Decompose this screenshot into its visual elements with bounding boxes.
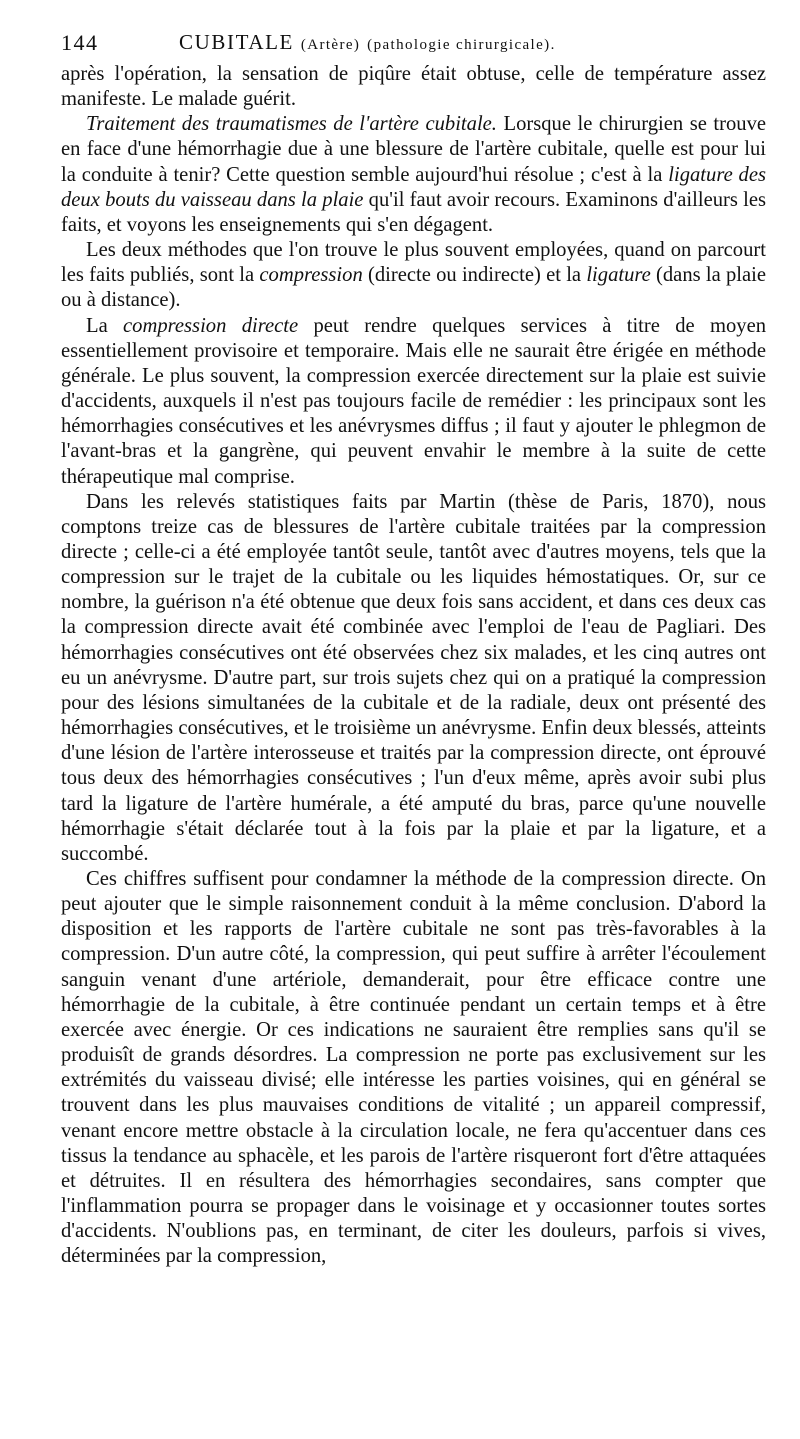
paragraph <box>61 238 766 313</box>
paragraph-text: après l'opération, la sensation de piqûre était obtuse, celle de température assez manifeste. Le malade guérit. <box>61 63 766 111</box>
emphasized-text: Traitement des traumatismes de l'artère cubitale. <box>86 113 497 136</box>
running-title-section: (pathologie chirurgicale). <box>367 37 556 53</box>
emphasized-text: ligature des deux bouts du vaisseau dans la plaie <box>61 163 767 211</box>
page-number: 144 <box>61 30 99 55</box>
paragraph <box>61 112 766 238</box>
running-title-artery: (Artère) <box>300 37 361 53</box>
paragraph-text: La <box>86 314 124 337</box>
emphasized-text: ligature <box>586 264 651 287</box>
running-header <box>61 22 766 62</box>
paragraph-text: Les deux méthodes que l'on trouve le plus souvent employées, quand on parcourt les faits publiés, sont la <box>61 239 766 287</box>
paragraph-text: peut rendre quelques services à titre de moyen essentiellement provisoire et temporaire. Mais elle ne saurait être érigée en méthode générale. Le plus souvent, la compression exercée directement sur la plaie est suivie d'accidents, auxquels il n'est pas toujours facile de remédier : les principaux sont les hémorrhagies consécutives et les anévrysmes diffus ; il faut y ajouter le phlegmon de l'avant-bras et la gangrène, qui peuvent envahir le membre à la suite de cette thérapeutique mal comprise. <box>61 314 767 488</box>
paragraph-text: Ces chiffres suffisent pour condamner la méthode de la compression directe. On peut ajouter que le simple raisonnement conduit à la même conclusion. D'abord la disposition et les rapports de l'artère cubitale ne sont pas très-favorables à la compression. D'un autre côté, la compression, qui peut suffire à arrêter l'écoulement sanguin venant d'une artériole, demanderait, pour être efficace contre une hémorrhagie de la cubitale, à être continuée pendant un certain temps et à être exercée avec énergie. Or ces indications ne sauraient être remplies sans qu'il se produisît de grands désordres. La compression ne porte pas exclusivement sur les extrémités du vaisseau divisé; elle intéresse les parties voisines, qui en général se trouvent dans les plus mauvaises conditions de vitalité ; un appareil compressif, venant encore mettre obstacle à la circulation locale, ne fera qu'accentuer dans ces tissus la tendance au sphacèle, et les parois de l'artère risqueront fort d'être attaquées et détruites. Il en résultera des hémorrhagies secondaires, sans compter que l'inflammation pourra se propager dans le voisinage et y occasionner toutes sortes d'accidents. N'oublions pas, en terminant, de citer les douleurs, parfois si vives, déterminées par la compression, <box>61 868 766 1268</box>
paragraph <box>61 867 766 1270</box>
paragraph-text: Dans les relevés statistiques faits par Martin (thèse de Paris, 1870), nous comptons treize cas de blessures de l'artère cubitale traitées par la compression directe ; celle-ci a été employée tantôt seule, tantôt avec d'autres moyens, tels que la compression sur le trajet de la cubitale ou les liquides hémostatiques. Or, sur ce nombre, la guérison n'a été obtenue que deux fois sans accident, et dans ces deux cas la compression directe avait été combinée avec l'emploi de l'eau de Pagliari. Des hémorrhagies consécutives ont été observées chez six malades, et les cinq autres ont eu un anévrysme. D'autre part, sur trois sujets chez qui on a pratiqué la compression pour des lésions simultanées de la cubitale et de la radiale, deux ont présenté des hémorrhagies consécutives, et le troisième un anévrysme. Enfin deux blessés, atteints d'une lésion de l'artère interosseuse et traités par la compression directe, ont éprouvé tous deux des hémorrhagies consécutives ; l'un d'eux même, après avoir subi plus tard la ligature de l'artère humérale, a été amputé du bras, parce qu'une nouvelle hémorrhagie s'était déclarée tout à la fois par la plaie et par la ligature, et a succombé. <box>61 490 766 865</box>
paragraph-text: Lorsque le chirurgien se trouve en face d'une hémorrhagie due à une blessure de l'artère cubitale, quelle est pour lui la conduite à tenir? Cette question semble aujourd'hui résolue ; c'est à la <box>61 113 767 186</box>
paragraph <box>61 314 766 490</box>
emphasized-text: compression directe <box>123 314 299 337</box>
paragraph <box>61 490 766 867</box>
book-page <box>61 22 766 1270</box>
emphasized-text: compression <box>259 264 363 287</box>
paragraph-text: (directe ou indirecte) et la <box>362 264 587 287</box>
running-title <box>179 30 556 55</box>
paragraph-text: qu'il faut avoir recours. Examinons d'ailleurs les faits, et voyons les enseignements qui s'en dégagent. <box>61 188 766 236</box>
running-title-main: CUBITALE <box>179 30 294 54</box>
paragraph <box>61 62 766 112</box>
paragraph-text: (dans la plaie ou à distance). <box>61 264 767 312</box>
body-text <box>61 62 766 1270</box>
